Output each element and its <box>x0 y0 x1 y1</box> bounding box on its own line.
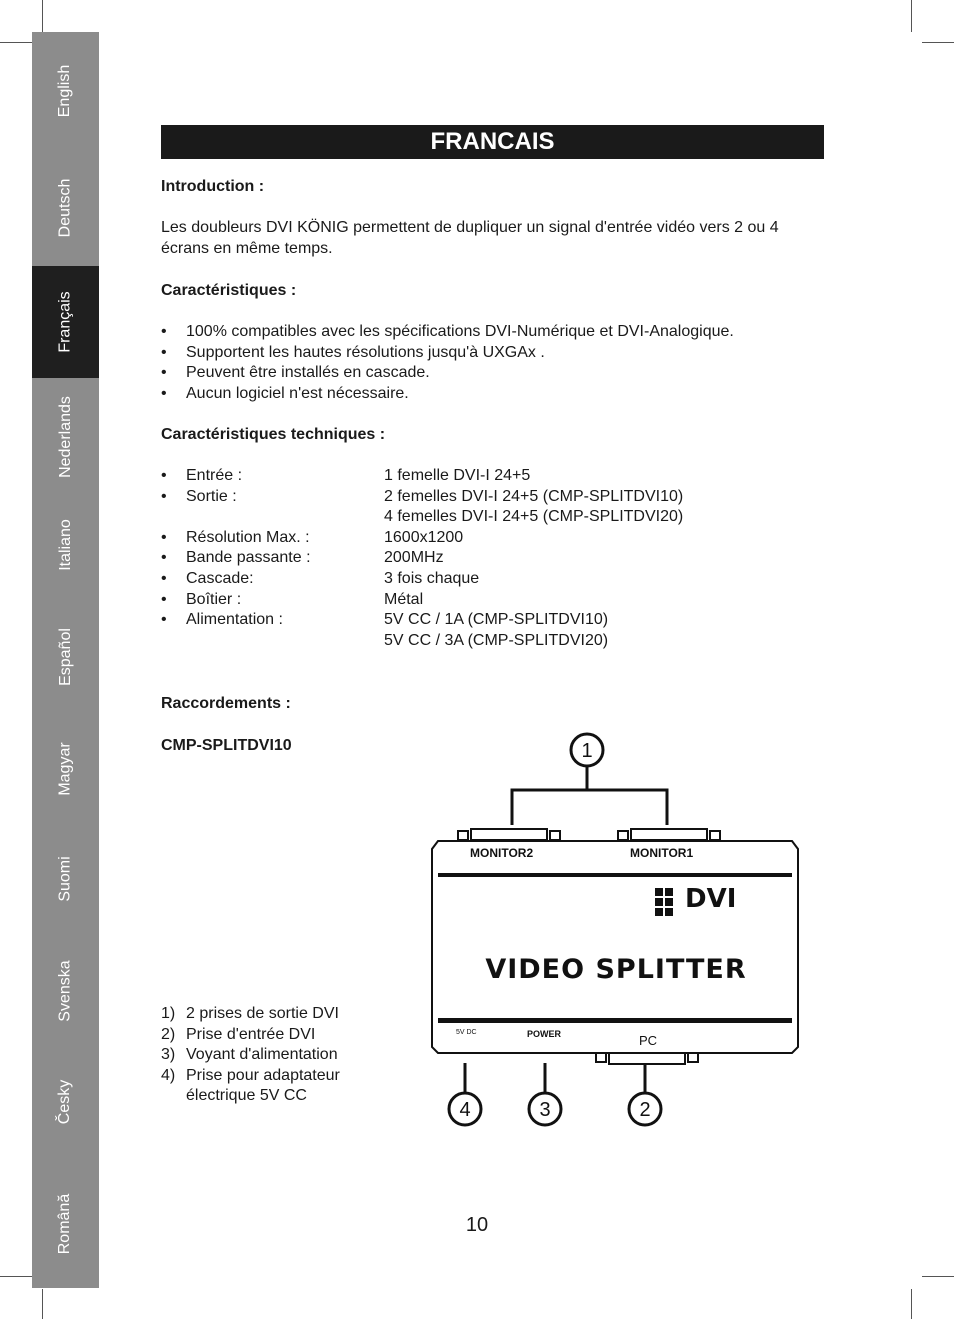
callout-3 <box>529 1093 561 1125</box>
tab-label: Magyar <box>56 742 74 796</box>
spec-label: Entrée : <box>186 467 243 484</box>
tab-label: Français <box>56 291 74 353</box>
tab-svenska[interactable] <box>32 939 99 1043</box>
callout-number: 4 <box>459 1099 471 1121</box>
legend-text: Prise d'entrée DVI <box>186 1025 316 1043</box>
tab-label: Česky <box>56 1079 74 1124</box>
tab-label: Suomi <box>56 856 74 902</box>
port-label: PC <box>639 1033 658 1048</box>
bullet: • <box>161 611 167 629</box>
legend-number: 3) <box>161 1046 176 1064</box>
tab-espanol[interactable] <box>32 595 99 719</box>
crop-mark <box>911 1289 912 1319</box>
port-label: 5V DC <box>456 1029 477 1036</box>
dvi-output-port <box>618 829 720 840</box>
spec-label: Sortie : <box>186 487 237 505</box>
tab-label: Română <box>56 1193 74 1255</box>
intro-text: Les doubleurs DVI KÖNIG permettent de dupliquer un signal d'entrée vidéo vers 2 ou 4 <box>161 219 779 236</box>
crop-mark <box>922 1276 954 1277</box>
tab-label: Deutsch <box>56 178 74 237</box>
spec-value: 200MHz <box>384 549 444 567</box>
tab-italiano[interactable] <box>32 495 99 595</box>
spec-row <box>161 466 761 487</box>
device-name: VIDEO SPLITTER <box>485 954 747 985</box>
spec-label: Cascade: <box>186 569 254 587</box>
tab-suomi[interactable] <box>32 819 99 939</box>
spec-value: Métal <box>384 590 424 608</box>
spec-label: Bande passante : <box>186 549 311 567</box>
spec-row <box>161 569 761 590</box>
list-item <box>161 1004 381 1025</box>
spec-row <box>161 631 761 652</box>
features-list <box>161 322 734 404</box>
intro-heading: Introduction : <box>161 178 265 195</box>
callout-number: 2 <box>639 1099 651 1121</box>
connections-legend <box>161 1004 381 1107</box>
bullet: • <box>161 487 167 505</box>
specs-table <box>161 466 761 651</box>
callout-2 <box>629 1093 661 1125</box>
spec-value: 3 fois chaque <box>384 569 480 587</box>
spec-row <box>161 528 761 549</box>
spec-row <box>161 610 761 631</box>
callout-4 <box>449 1093 481 1125</box>
crop-mark <box>922 42 954 43</box>
callout-1 <box>571 734 603 766</box>
tab-label: Svenska <box>56 960 74 1022</box>
tab-francais[interactable] <box>32 266 99 378</box>
tab-english[interactable] <box>32 32 99 149</box>
port-label: MONITOR1 <box>630 846 694 860</box>
features-heading: Caractéristiques : <box>161 282 297 299</box>
callout-number: 1 <box>581 740 593 762</box>
list-item: • Aucun logiciel n'est nécessaire. <box>161 384 734 405</box>
specs-heading: Caractéristiques techniques : <box>161 426 386 443</box>
crop-mark <box>911 0 912 32</box>
tab-label: Italiano <box>56 519 74 571</box>
port-label: POWER <box>527 1029 562 1039</box>
spec-row <box>161 487 761 508</box>
spec-value: 5V CC / 3A (CMP-SPLITDVI20) <box>384 631 609 649</box>
legend-number: 2) <box>161 1025 176 1043</box>
spec-row <box>161 548 761 569</box>
tab-magyar[interactable] <box>32 719 99 819</box>
bullet: • <box>161 549 167 567</box>
spec-value: 1 femelle DVI-I 24+5 <box>384 467 531 484</box>
list-item <box>161 1066 381 1107</box>
device-diagram <box>400 725 820 1135</box>
bullet: • <box>161 569 167 587</box>
callout-number: 3 <box>539 1099 551 1121</box>
spec-label: Boîtier : <box>186 590 242 608</box>
spec-value: 1600x1200 <box>384 528 464 546</box>
spec-label: Résolution Max. : <box>186 528 310 546</box>
dvi-logo <box>655 884 736 916</box>
intro-text: écrans en même temps. <box>161 240 333 257</box>
list-item <box>161 1025 381 1046</box>
list-item: • 100% compatibles avec les spécifications DVI-Numérique et DVI-Analogique. <box>161 322 734 343</box>
dvi-input-port <box>596 1053 698 1064</box>
spec-value: 2 femelles DVI-I 24+5 (CMP-SPLITDVI10) <box>384 487 684 505</box>
legend-text: Voyant d'alimentation <box>186 1046 338 1064</box>
brand-label: DVI <box>685 884 737 914</box>
bullet: • <box>161 528 167 546</box>
crop-mark <box>0 42 32 43</box>
model-label: CMP-SPLITDVI10 <box>161 737 292 754</box>
legend-number: 1) <box>161 1005 176 1022</box>
legend-text: Prise pour adaptateur électrique 5V CC <box>186 1066 340 1105</box>
spec-row <box>161 507 761 528</box>
bullet: • <box>161 467 167 484</box>
list-item: • Peuvent être installés en cascade. <box>161 363 734 384</box>
page-number: 10 <box>465 1214 489 1236</box>
tab-label: English <box>56 64 74 117</box>
tab-label: Nederlands <box>56 395 74 478</box>
spec-row <box>161 590 761 611</box>
tab-nederlands[interactable] <box>32 378 99 495</box>
legend-number: 4) <box>161 1066 176 1084</box>
page-title: FRANCAIS <box>161 125 824 159</box>
spec-label: Alimentation : <box>186 611 283 629</box>
dvi-output-port <box>458 829 560 840</box>
tab-deutsch[interactable] <box>32 149 99 266</box>
crop-mark <box>0 1276 32 1277</box>
connections-heading: Raccordements : <box>161 695 291 712</box>
legend-text: 2 prises de sortie DVI <box>186 1005 339 1022</box>
bullet: • <box>161 590 167 608</box>
crop-mark <box>42 1289 43 1319</box>
spec-value: 4 femelles DVI-I 24+5 (CMP-SPLITDVI20) <box>384 508 684 526</box>
port-label: MONITOR2 <box>470 846 534 860</box>
language-sidebar <box>32 32 99 1288</box>
list-item: • Supportent les hautes résolutions jusqu'à UXGAx . <box>161 343 734 364</box>
crop-mark <box>42 0 43 32</box>
list-item <box>161 1045 381 1066</box>
spec-value: 5V CC / 1A (CMP-SPLITDVI10) <box>384 611 609 629</box>
tab-cesky[interactable] <box>32 1043 99 1160</box>
tab-label: Español <box>56 628 74 686</box>
